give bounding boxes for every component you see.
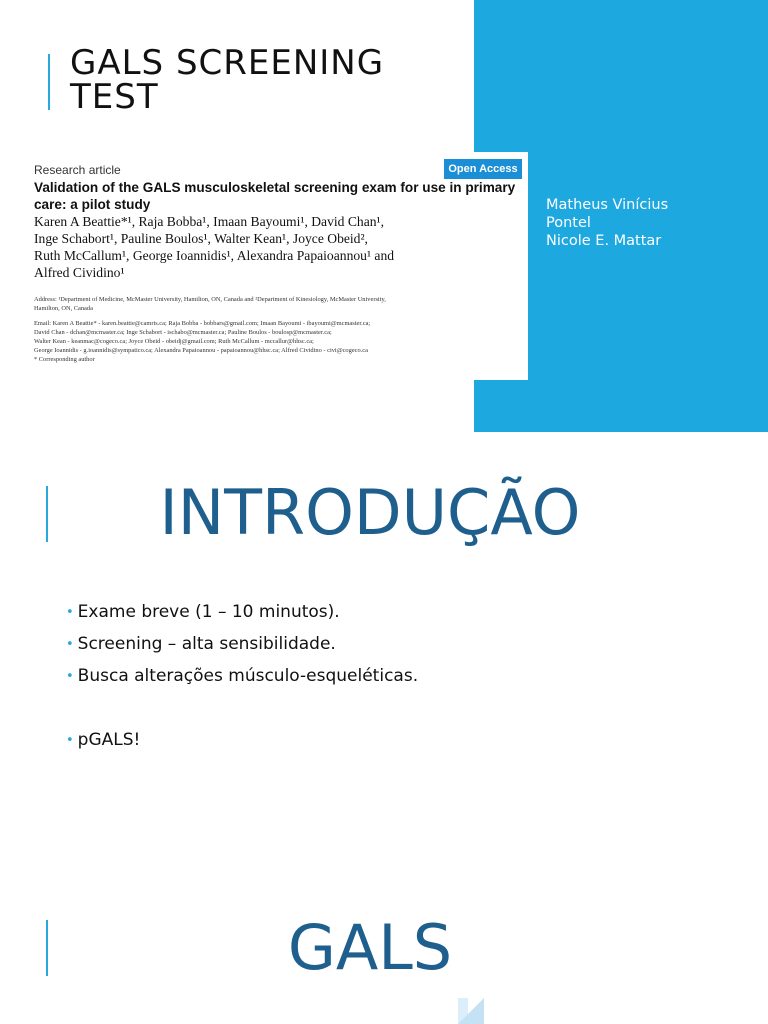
paper-author-line: Alfred Cividino¹ (34, 265, 125, 280)
paper-emails (34, 319, 504, 364)
paper-author-line: Karen A Beattie*¹, Raja Bobba¹, Imaan Bayoumi¹, David Chan¹, (34, 214, 385, 229)
bullet-text: Screening – alta sensibilidade. (77, 634, 336, 654)
bullet-dot-icon: • (66, 605, 74, 620)
presenter-name: Matheus Vinícius (546, 197, 669, 213)
title-slide (0, 0, 768, 432)
slide-title: GALS SCREENING TEST (70, 43, 385, 117)
bullet-dot-icon: • (66, 637, 74, 652)
paper-author-line: Inge Schabort¹, Pauline Boulos¹, Walter Kean¹, Joyce Obeid², (34, 231, 368, 246)
address-line: Hamilton, ON, Canada (34, 305, 93, 312)
gals-title: GALS (287, 911, 453, 984)
presenter-names (546, 196, 668, 250)
paper-screenshot (28, 152, 528, 380)
paper-address (34, 295, 504, 313)
presenter-name: Pontel (546, 215, 591, 231)
bullet-item (66, 632, 418, 664)
paper-author-line: Ruth McCallum¹, George Ioannidis¹, Alexandra Papaioannou¹ and (34, 248, 395, 263)
open-access-badge: Open Access (444, 159, 522, 179)
email-line: Email: Karen A Beattie* - karen.beattie@camris.ca; Raja Bobba - bobbars@gmail.com; Imaan Bayoumi - ibayoumi@mcmaster.ca; (34, 320, 371, 327)
bullet-dot-icon: • (66, 733, 74, 748)
paper-authors (34, 213, 522, 281)
paper-title: Validation of the GALS musculoskeletal screening exam for use in primary care: a pilot study (34, 180, 516, 212)
presenter-name: Nicole E. Mattar (546, 233, 662, 249)
corresponding-author-note: * Corresponding author (34, 356, 95, 363)
bullet-text: pGALS! (77, 730, 141, 750)
email-line: Walter Kean - keanmac@cogeco.ca; Joyce Obeid - obeidj@gmail.com; Ruth McCallum - mccallur@hhsc.ca; (34, 338, 314, 345)
title-accent-line (48, 54, 50, 110)
bullet-item (66, 728, 418, 760)
email-line: George Ioannidis - g.ioannidis@sympatico.ca; Alexandra Papaioannou - papaioannou@hhsc.ca; Alfred Cividino - civi@cogeco.ca (34, 347, 368, 354)
intro-bullet-list (66, 600, 418, 760)
email-line: David Chan - dchan@mcmaster.ca; Inge Schabort - ischabo@mcmaster.ca; Pauline Boulos - boulosp@mcmaster.ca; (34, 329, 332, 336)
bullet-text: Exame breve (1 – 10 minutos). (77, 602, 340, 622)
intro-title: INTRODUÇÃO (159, 476, 581, 549)
bullet-text: Busca alterações músculo-esqueléticas. (77, 666, 419, 686)
bullet-dot-icon: • (66, 669, 74, 684)
bullet-item (66, 600, 418, 632)
address-line: Address: ¹Department of Medicine, McMaster University, Hamilton, ON, Canada and ²Department of Kinesiology, McMaster University, (34, 296, 386, 303)
decorative-triangle (458, 998, 484, 1024)
article-type: Research article (34, 163, 121, 177)
bullet-item (66, 664, 418, 696)
